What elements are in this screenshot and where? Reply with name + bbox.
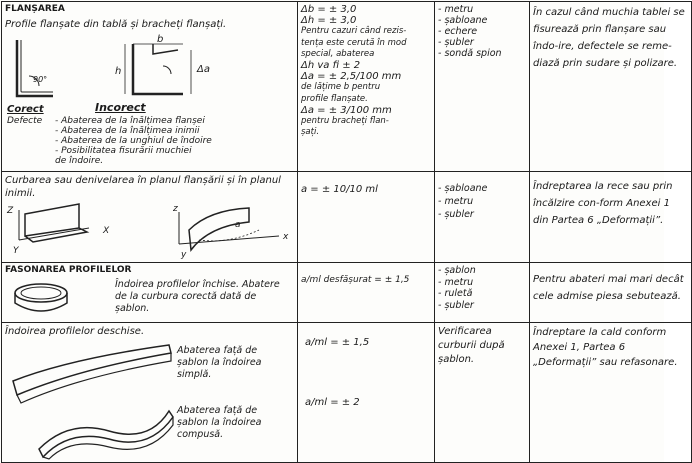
indoire-compound-tolerance: a/ml = ± 2	[305, 397, 360, 408]
tool-item: - metru	[438, 4, 474, 15]
tool-item: - sondă spion	[438, 48, 502, 59]
axis-label: Y	[13, 246, 19, 256]
cell-curbare-description	[2, 172, 298, 263]
tolerance-line: șați.	[301, 127, 320, 138]
indoire-simple-tolerance: a/ml = ± 1,5	[305, 337, 370, 348]
dim-b-label: b	[157, 34, 164, 45]
tolerance-line: special, abaterea	[301, 48, 375, 59]
cell-flansare-remedy: În cazul când muchia tablei se fisurează prin flanșare sau îndo-ire, defectele se reme-diază prin sudare și polizare.	[530, 2, 692, 172]
cell-indoire-tools: Verificarea curburii după șablon.	[435, 323, 530, 463]
indoire-title: Îndoirea profilelor deschise.	[5, 326, 145, 337]
open-profile-sketch	[9, 339, 174, 459]
label-incorrect: Incorect	[95, 101, 146, 114]
tolerance-line: Δh va fi ± 2	[301, 60, 361, 72]
tool-item: - șubler	[438, 37, 474, 48]
cell-indoire-remedy: Îndreptare la cald conform Anexei 1, Partea 6 „Deformații” sau refasonare.	[530, 323, 692, 463]
heading-fasonare: FASONAREA PROFILELOR	[5, 265, 132, 275]
curbare-sketch	[9, 200, 289, 260]
defect-item: - Abaterea de la înălțimea flanșei	[55, 116, 205, 126]
row-flansare	[2, 2, 692, 172]
tools-list	[438, 182, 526, 221]
cell-curbare-tolerance	[298, 172, 435, 263]
axis-label: z	[173, 204, 178, 214]
tolerance-line: Δa = ± 2,5/100 mm	[301, 71, 402, 83]
tool-item: - șubler	[438, 209, 474, 220]
tolerance-line: Δb = ± 3,0	[301, 4, 357, 15]
cell-flansare-tools	[435, 2, 530, 172]
fasonare-tolerance: a/ml desfășurat = ± 1,5	[301, 275, 410, 285]
row-indoire	[2, 323, 692, 463]
tools-list	[438, 4, 526, 59]
angle-label: 90°	[33, 75, 48, 84]
curbare-title: Curbarea sau denivelarea în planul flanșării și în planul inimii.	[5, 175, 281, 199]
tool-item: - ruletă	[438, 288, 473, 299]
row-fasonare	[2, 263, 692, 323]
cell-fasonare-remedy: Pentru abateri mai mari decât cele admise piesa sebutează.	[530, 263, 692, 323]
tolerance-table	[1, 1, 692, 463]
closed-profile-sketch	[11, 279, 81, 317]
cell-curbare-tools	[435, 172, 530, 263]
axis-label: x	[283, 232, 289, 242]
indoire-simple-desc: Abaterea față de șablon la îndoirea simplă.	[177, 345, 262, 380]
tool-item: - șabloane	[438, 15, 488, 26]
tool-item: - șablon	[438, 265, 476, 276]
cell-curbare-remedy: Îndreptarea la rece sau prin încălzire con-form Anexei 1 din Partea 6 „Deformații”.	[530, 172, 692, 263]
axis-label: Z	[7, 206, 14, 216]
tolerance-line: de lățime b pentru	[301, 82, 381, 93]
subtitle-flansare: Profile flanșate din tablă și bracheți flanșați.	[5, 18, 227, 30]
flange-profile-sketch	[13, 36, 293, 106]
defect-item: de îndoire.	[55, 156, 104, 166]
tool-item: - șubler	[438, 299, 474, 311]
row-curbare	[2, 172, 692, 263]
cell-flansare-description	[2, 2, 298, 172]
fasonare-desc: Îndoirea profilelor închise. Abatere de la curbura corectă dată de șablon.	[115, 279, 280, 314]
cell-fasonare-description	[2, 263, 298, 323]
axis-label: y	[181, 250, 187, 260]
tolerance-line: Δa = ± 3/100 mm	[301, 104, 392, 116]
tool-item: - metru	[438, 196, 474, 207]
axis-label: a	[235, 220, 241, 230]
tool-item: - șabloane	[438, 183, 488, 194]
defect-item: - Abaterea de la înălțimea inimii	[55, 126, 200, 136]
axis-label: X	[103, 226, 110, 236]
cell-indoire-tolerance	[298, 323, 435, 463]
tools-list	[438, 265, 526, 311]
tolerance-line: tența este cerută în mod	[301, 37, 407, 48]
cell-fasonare-tolerance	[298, 263, 435, 323]
indoire-compound-desc: Abaterea față de șablon la îndoirea compusă.	[177, 405, 262, 440]
label-correct: Corect	[7, 104, 44, 115]
defect-item: - Abaterea de la unghiul de îndoire	[55, 136, 212, 146]
defect-item: - Posibilitatea fisurării muchiei	[55, 146, 192, 156]
tolerance-line: profile flanșate.	[301, 93, 368, 104]
tool-item: - metru	[438, 276, 474, 288]
tolerance-line: Δh = ± 3,0	[301, 15, 357, 27]
dim-a-label: Δa	[197, 64, 210, 75]
cell-indoire-description	[2, 323, 298, 463]
heading-flansare: FLANȘAREA	[5, 4, 65, 14]
tool-item: - echere	[438, 26, 478, 37]
defects-list	[55, 116, 212, 166]
curbare-tolerance: a = ± 10/10 ml	[301, 184, 378, 195]
cell-flansare-tolerance	[298, 2, 435, 172]
tolerance-list	[301, 4, 431, 138]
defects-label: Defecte	[7, 116, 43, 126]
dim-h-label: h	[115, 66, 122, 77]
tolerance-line: Pentru cazuri când rezis-	[301, 26, 407, 37]
tolerance-line: pentru bracheți flan-	[301, 116, 389, 127]
cell-fasonare-tools	[435, 263, 530, 323]
